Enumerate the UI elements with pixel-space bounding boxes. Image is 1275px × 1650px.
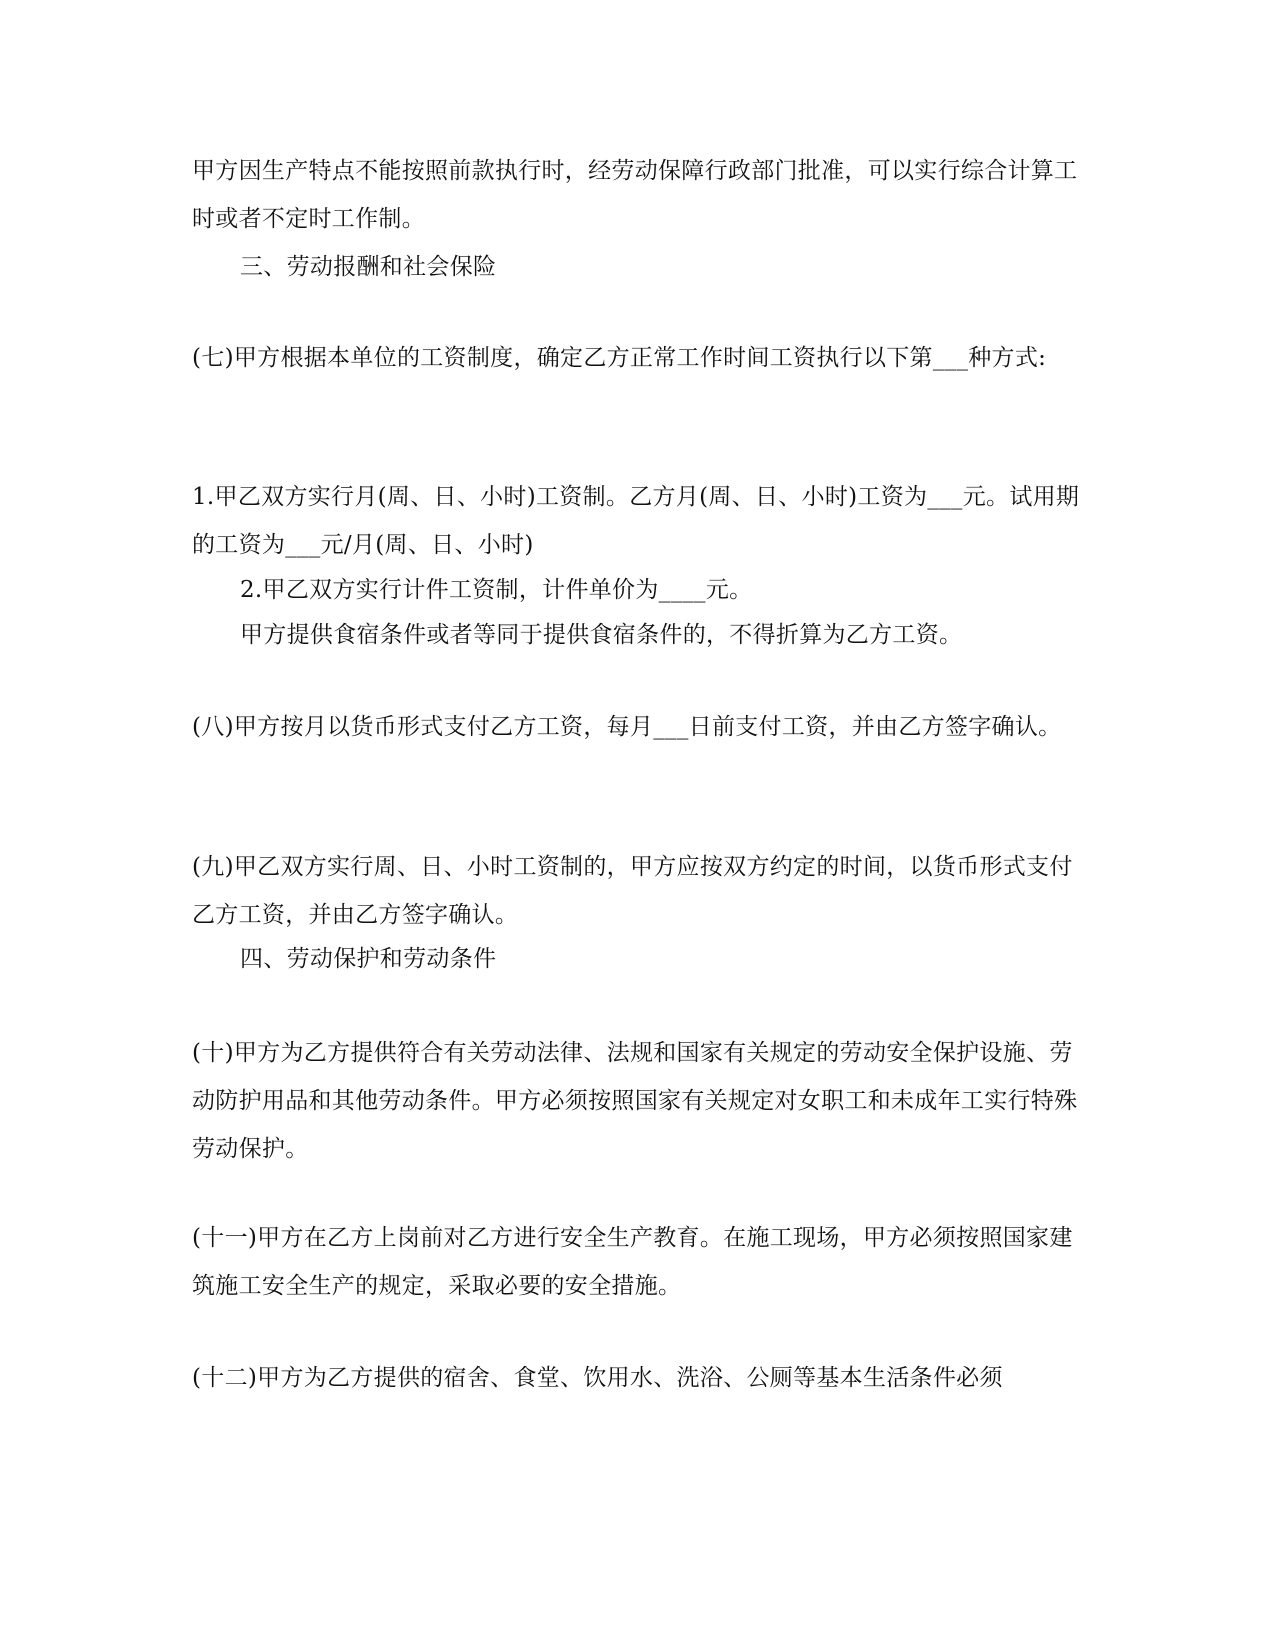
clause-7-option-1: 1.甲乙双方实行月(周、日、小时)工资制。乙方月(周、日、小时)工资为___元。试用期的工资为___元/月(周、日、小时)	[192, 484, 1080, 558]
section-heading-labor-protection: 四、劳动保护和劳动条件	[240, 946, 497, 972]
clause-9: (九)甲乙双方实行周、日、小时工资制的，甲方应按双方约定的时间，以货币形式支付乙方工资，并由乙方签字确认。	[192, 854, 1073, 928]
section-heading-remuneration: 三、劳动报酬和社会保险	[240, 254, 497, 280]
clause-12: (十二)甲方为乙方提供的宿舍、食堂、饮用水、洗浴、公厕等基本生活条件必须	[192, 1365, 1003, 1391]
clause-10: (十)甲方为乙方提供符合有关劳动法律、法规和国家有关规定的劳动安全保护设施、劳动防护用品和其他劳动条件。甲方必须按照国家有关规定对女职工和未成年工实行特殊劳动保护。	[192, 1040, 1078, 1162]
clause-7: (七)甲方根据本单位的工资制度，确定乙方正常工作时间工资执行以下第___种方式:	[192, 345, 1047, 371]
clause-7-option-2: 2.甲乙双方实行计件工资制，计件单价为____元。	[240, 577, 753, 603]
paragraph-board-lodging: 甲方提供食宿条件或者等同于提供食宿条件的，不得折算为乙方工资。	[240, 622, 963, 648]
paragraph-working-hours-exception: 甲方因生产特点不能按照前款执行时，经劳动保障行政部门批准，可以实行综合计算工时或者不定时工作制。	[192, 158, 1078, 232]
clause-11: (十一)甲方在乙方上岗前对乙方进行安全生产教育。在施工现场，甲方必须按照国家建筑施工安全生产的规定，采取必要的安全措施。	[192, 1225, 1073, 1299]
clause-8: (八)甲方按月以货币形式支付乙方工资，每月___日前支付工资，并由乙方签字确认。	[192, 714, 1062, 740]
